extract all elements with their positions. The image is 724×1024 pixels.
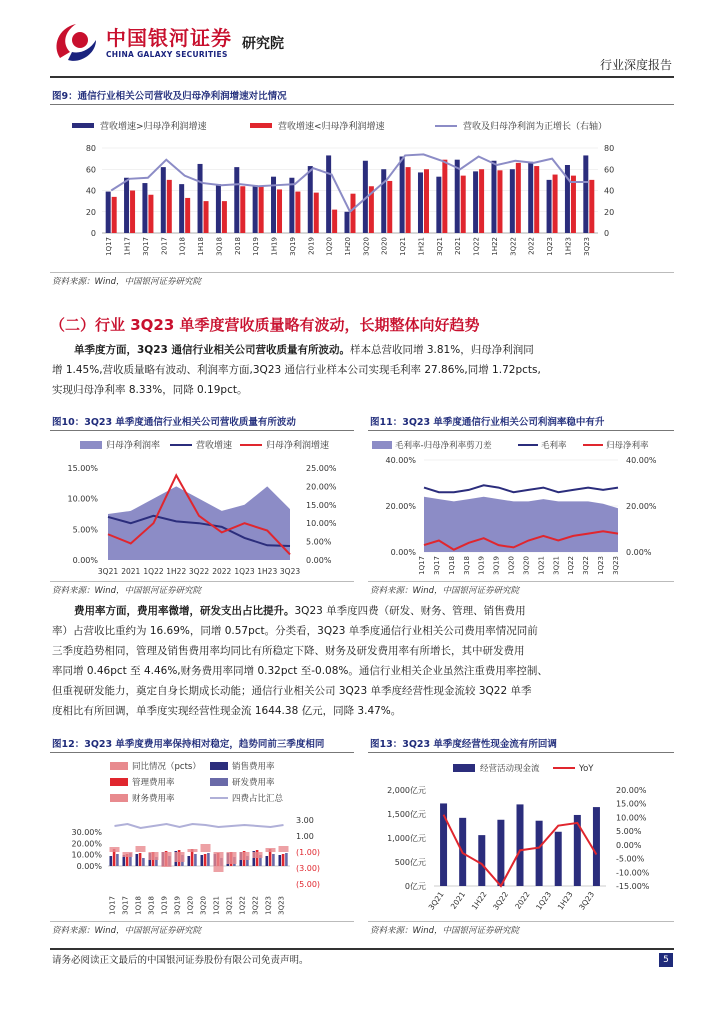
fig9-bar-profit-5 — [204, 201, 209, 233]
fig9-bar-revenue-26 — [583, 155, 588, 233]
fig12-bar-2-1 — [139, 853, 142, 866]
fig12-legend-label-6: 四费占比汇总 — [232, 794, 284, 804]
fig9-plot-area — [86, 144, 614, 256]
fig12-y-tick-3: 30.00% — [71, 828, 102, 837]
fig9-xlabel-17: 1H21 — [417, 237, 426, 256]
fig11-plot-area — [385, 456, 656, 575]
fig9-bar-revenue-8 — [253, 185, 258, 233]
fig10-xlabel-1: 2021 — [121, 567, 141, 576]
fig9-xlabel-6: 3Q18 — [215, 237, 224, 256]
fig9-bar-profit-12 — [332, 210, 337, 233]
fig12-xlabel-2: 1Q18 — [134, 896, 143, 915]
header-rule — [50, 76, 674, 78]
fig9-xlabel-14: 3Q20 — [362, 237, 371, 256]
fig11-y2-tick-2: 40.00% — [626, 456, 657, 465]
fig12-yoy-bar-5 — [175, 852, 185, 862]
fig9-y-tick-4: 80 — [85, 144, 96, 153]
fig9-bar-revenue-24 — [547, 180, 552, 233]
fig9-bar-revenue-21 — [491, 161, 496, 233]
fig11-legend-swatch-1 — [372, 441, 392, 449]
fig12-source: 资料来源：Wind，中国银河证券研究院 — [52, 926, 202, 936]
fig9-bar-revenue-3 — [161, 167, 166, 233]
fig12-bar-0-0 — [110, 856, 113, 866]
fig10-chart — [50, 432, 354, 580]
fig9-chart — [50, 106, 674, 272]
fig9-rule-bottom — [50, 272, 674, 273]
fig11-xlabel-8: 1Q21 — [537, 556, 546, 575]
fig9-bar-profit-26 — [589, 180, 594, 233]
fig9-y2-tick-4: 80 — [604, 144, 615, 153]
fig12-legend-label-5: 财务费用率 — [132, 794, 175, 804]
fig13-y-tick-2: 1,000亿元 — [387, 834, 426, 843]
fig11-xlabel-0: 1Q17 — [418, 556, 426, 575]
fig12-legend-swatch-4 — [210, 778, 228, 786]
fig13-chart — [368, 754, 674, 920]
fig9-xlabel-18: 3Q21 — [435, 237, 444, 256]
fig10-xlabel-3: 1H22 — [166, 567, 187, 576]
fig12-chart — [50, 754, 354, 920]
fig12-title: 图12：3Q23 单季度费用率保持相对稳定，趋势同前三季度相同 — [52, 739, 325, 750]
fig9-legend — [72, 120, 607, 132]
fig9-bar-revenue-4 — [179, 184, 184, 233]
fig13-legend-swatch-1 — [453, 764, 475, 772]
fig13-y2-tick-7: 20.00% — [616, 786, 647, 795]
fig9-xlabel-4: 1Q18 — [178, 237, 187, 256]
fig9-bar-profit-15 — [387, 181, 392, 233]
fig9-y-tick-1: 20 — [85, 207, 96, 217]
fig9-bar-profit-23 — [534, 166, 539, 233]
fig9-bar-profit-8 — [259, 186, 264, 233]
fig9-xlabel-16: 1Q21 — [399, 237, 408, 256]
fig9-xlabel-12: 1Q20 — [325, 237, 334, 256]
fig12-legend-swatch-2 — [210, 762, 228, 770]
fig12-bar-2-2 — [142, 858, 145, 866]
fig9-xlabel-15: 2020 — [380, 237, 389, 255]
fig9-xlabel-24: 1Q23 — [546, 237, 555, 256]
fig13-xlabel-3: 3Q22 — [491, 889, 511, 912]
fig9-bar-revenue-7 — [234, 167, 239, 233]
fig12-xlabel-6: 1Q20 — [186, 896, 195, 915]
fig12-xlabel-13: 3Q23 — [277, 896, 286, 915]
fig9-legend-swatch-1 — [72, 123, 94, 128]
fig9-bar-revenue-0 — [106, 192, 111, 233]
fig12-xlabel-11: 3Q22 — [251, 896, 260, 915]
fig12-y2-tick-4: 3.00 — [296, 816, 314, 825]
fig11-xlabel-9: 3Q21 — [552, 556, 561, 575]
fig11-y-tick-1: 20.00% — [385, 502, 416, 511]
fig11-xlabel-5: 3Q19 — [492, 556, 501, 575]
fig9-xlabel-0: 1Q17 — [105, 237, 114, 256]
fig9-y-tick-0: 0 — [90, 229, 96, 238]
fig12-legend-label-3: 管理费用率 — [132, 778, 175, 788]
fig9-bar-revenue-17 — [418, 172, 423, 233]
fig13-xlabel-1: 2021 — [448, 889, 468, 911]
fig13-xlabel-2: 1H22 — [469, 889, 489, 912]
fig9-legend-label-2: 营收增速<归母净利润增速 — [278, 122, 385, 132]
fig9-xlabel-9: 1H19 — [270, 237, 279, 256]
paragraph-1-line-3: 实现归母净利率 8.33%，同降 0.19pct。 — [52, 384, 248, 396]
fig13-y2-tick-5: 10.00% — [616, 813, 647, 823]
fig10-xlabel-0: 3Q21 — [97, 567, 119, 576]
fig13-source: 资料来源：Wind，中国银河证券研究院 — [370, 926, 520, 936]
fig9-xlabel-26: 3Q23 — [582, 237, 591, 256]
fig11-xlabel-7: 3Q20 — [522, 556, 531, 575]
fig9-xlabel-19: 2021 — [454, 237, 463, 255]
paragraph-1-lead: 单季度方面，3Q23 通信行业相关公司营收质量有所波动。 — [74, 344, 350, 356]
fig9-bar-profit-22 — [516, 163, 521, 233]
fig11-line-gross-margin — [424, 485, 618, 492]
fig12-xlabel-4: 1Q19 — [160, 896, 169, 915]
fig10-rule-bottom — [50, 581, 354, 582]
fig12-yoy-bar-11 — [253, 852, 263, 858]
fig9-bar-profit-1 — [130, 191, 135, 234]
paragraph-2-line-1 — [74, 601, 526, 622]
fig13-xlabel-7: 3Q23 — [577, 889, 597, 912]
fig12-bar-6-0 — [188, 856, 191, 866]
fig11-xlabel-10: 1Q22 — [567, 556, 576, 575]
footer-disclaimer: 请务必阅读正文最后的中国银河证券股份有限公司免责声明。 — [52, 955, 309, 966]
fig9-legend-label-3: 营收及归母净利润为正增长（右轴） — [463, 122, 608, 132]
fig11-title: 图11：3Q23 单季度通信行业相关公司利润率稳中有升 — [370, 417, 605, 428]
brand-name-en: CHINA GALAXY SECURITIES — [106, 50, 228, 59]
fig13-bar-cashflow-3 — [497, 820, 504, 886]
footer-rule — [50, 948, 674, 950]
fig11-rule-bottom — [368, 581, 674, 582]
fig12-legend-label-2: 销售费用率 — [232, 762, 275, 772]
fig13-y2-tick-4: 5.00% — [616, 827, 642, 837]
fig12-yoy-bar-0 — [110, 847, 120, 852]
fig9-rule-top — [50, 104, 674, 105]
fig9-xlabel-1: 1H17 — [123, 237, 132, 256]
fig11-y-tick-2: 40.00% — [385, 456, 416, 465]
fig12-yoy-bar-7 — [201, 844, 211, 852]
fig11-xlabel-4: 1Q19 — [477, 556, 486, 575]
fig9-bar-revenue-23 — [528, 162, 533, 233]
fig10-y-tick-3: 15.00% — [67, 464, 98, 473]
fig9-bar-profit-17 — [424, 169, 429, 233]
fig9-xlabel-22: 3Q22 — [509, 237, 518, 256]
paragraph-2-line-6: 度相比有所回调，单季度实现经营性现金流 1644.38 亿元，同降 3.47%。 — [52, 705, 402, 717]
paragraph-2-line-2: 率）占营收比重约为 16.69%，同增 0.57pct。分类看，3Q23 单季度通信行业相关公司费用率情况同前 — [52, 625, 538, 637]
fig9-bar-profit-19 — [461, 176, 466, 233]
fig13-y2-tick-6: 15.00% — [616, 799, 647, 809]
fig9-bar-profit-10 — [295, 192, 300, 233]
fig13-xlabel-5: 1Q23 — [534, 889, 554, 912]
fig12-bar-7-1 — [204, 854, 207, 866]
fig12-bar-0-2 — [116, 854, 119, 866]
fig11-xlabel-2: 1Q18 — [447, 556, 456, 575]
fig11-legend-label-2: 毛利率 — [541, 441, 567, 451]
fig10-xlabel-7: 1H23 — [257, 567, 278, 576]
brand-name: 中国银河证券 — [106, 26, 232, 50]
fig10-title: 图10：3Q23 单季度通信行业相关公司营收质量有所波动 — [52, 417, 296, 428]
fig9-bar-profit-25 — [571, 176, 576, 233]
fig11-xlabel-1: 3Q17 — [432, 556, 441, 575]
fig13-xlabel-4: 2022 — [513, 889, 532, 911]
fig12-yoy-bar-8 — [214, 852, 224, 872]
fig10-xlabel-4: 3Q22 — [188, 567, 210, 576]
fig10-plot-area — [67, 464, 336, 576]
fig12-y2-tick-0: (5.00) — [296, 880, 321, 889]
fig9-legend-label-1: 营收增速>归母净利润增速 — [100, 122, 207, 132]
fig13-legend-label-1: 经营活动现金流 — [480, 764, 540, 774]
fig11-xlabel-12: 1Q23 — [597, 556, 606, 575]
fig10-y-tick-0: 0.00% — [72, 556, 98, 565]
fig9-bar-profit-2 — [148, 195, 153, 233]
fig13-y2-tick-3: 0.00% — [616, 840, 642, 850]
fig10-legend-swatch-1 — [80, 441, 102, 449]
fig11-y-tick-0: 0.00% — [390, 548, 416, 557]
fig13-title: 图13：3Q23 单季度经营性现金流有所回调 — [370, 739, 557, 750]
fig9-xlabel-5: 1H18 — [197, 237, 206, 256]
fig13-y-tick-4: 2,000亿元 — [387, 786, 426, 795]
fig11-legend — [372, 440, 649, 451]
fig10-y2-tick-0: 0.00% — [306, 556, 332, 565]
fig9-xlabel-25: 1H23 — [564, 237, 573, 256]
fig9-bar-profit-7 — [240, 186, 245, 233]
fig9-bar-revenue-19 — [455, 160, 460, 233]
fig9-bar-profit-6 — [222, 201, 227, 233]
fig11-y2-tick-1: 20.00% — [626, 502, 657, 511]
fig9-bar-profit-20 — [479, 169, 484, 233]
fig13-xlabel-0: 3Q21 — [426, 889, 446, 912]
report-type: 行业深度报告 — [599, 58, 672, 72]
paragraph-2-line-4: 率同增 0.46pct 至 4.46%,财务费用率同增 0.32pct 至-0.08%。通信行业相关企业虽然注重费用率控制、 — [52, 665, 548, 677]
fig9-bar-revenue-22 — [510, 169, 515, 233]
fig9-xlabel-10: 3Q19 — [288, 237, 297, 256]
fig9-bar-revenue-10 — [289, 178, 294, 233]
fig9-bar-profit-3 — [167, 180, 172, 233]
fig11-xlabel-13: 3Q23 — [612, 556, 620, 575]
fig9-source: 资料来源：Wind，中国银河证券研究院 — [52, 277, 202, 287]
fig12-line-total-expense — [115, 824, 284, 828]
fig10-y2-tick-4: 20.00% — [306, 482, 337, 492]
section-title: （二）行业 3Q23 单季度营收质量略有波动，长期整体向好趋势 — [50, 316, 480, 334]
fig9-bar-revenue-16 — [400, 157, 405, 234]
fig13-y-tick-0: 0亿元 — [404, 882, 426, 891]
fig12-xlabel-9: 3Q21 — [225, 896, 234, 915]
fig9-bar-revenue-15 — [381, 169, 386, 233]
fig12-yoy-bar-1 — [123, 852, 133, 857]
fig9-xlabel-21: 1H22 — [490, 237, 499, 256]
fig12-xlabel-7: 3Q20 — [199, 896, 208, 915]
fig12-bar-12-2 — [272, 854, 275, 866]
fig12-yoy-bar-4 — [162, 852, 172, 867]
fig12-rule-top — [50, 752, 354, 753]
paragraph-1-line-2: 增 1.45%,营收质量略有波动、利润率方面,3Q23 通信行业样本公司实现毛利率 27.86%,同增 1.72pcts, — [52, 364, 541, 376]
fig11-chart — [368, 432, 674, 580]
fig12-yoy-bar-3 — [149, 852, 159, 860]
fig9-y2-tick-0: 0 — [604, 229, 610, 238]
paragraph-2-line-3: 三季度趋势相同，管理及销售费用率均同比有所稳定下降、财务及研发费用率有所增长，其中研发费用 — [52, 645, 525, 657]
fig12-bar-7-2 — [207, 853, 210, 866]
fig12-bar-13-0 — [279, 855, 282, 866]
fig9-bar-revenue-20 — [473, 171, 478, 233]
fig13-plot-area — [387, 785, 650, 912]
paragraph-2-line-5: 但重视研发能力，奠定自身长期成长动能；通信行业相关公司 3Q23 单季度经营性现金流较 3Q22 单季 — [52, 685, 532, 697]
fig10-y2-tick-3: 15.00% — [306, 500, 337, 510]
fig11-xlabel-11: 3Q22 — [582, 556, 591, 575]
fig12-y-tick-2: 20.00% — [71, 839, 102, 849]
fig10-y-tick-2: 10.00% — [67, 494, 98, 504]
fig13-bar-cashflow-5 — [536, 821, 543, 886]
fig9-bar-profit-18 — [442, 160, 447, 233]
fig13-rule-top — [368, 752, 674, 753]
fig12-bar-2-0 — [136, 854, 139, 866]
fig12-y-tick-1: 10.00% — [71, 850, 102, 860]
fig9-y2-tick-3: 60 — [604, 165, 615, 175]
fig11-legend-label-3: 归母净利率 — [606, 441, 649, 451]
fig13-y2-tick-2: -5.00% — [616, 854, 645, 864]
fig9-xlabel-11: 2019 — [307, 237, 316, 255]
fig9-bar-profit-11 — [314, 193, 319, 233]
paragraph-1-line-1-rest: 样本总营收同增 3.81%，归母净利润同 — [350, 344, 534, 356]
fig10-legend-label-3: 归母净利润增速 — [266, 441, 330, 451]
fig11-xlabel-3: 3Q18 — [462, 556, 471, 575]
fig10-legend-label-1: 归母净利润率 — [106, 441, 161, 451]
fig9-bar-profit-21 — [497, 170, 502, 233]
fig10-source: 资料来源：Wind，中国银河证券研究院 — [52, 586, 202, 596]
fig9-y-tick-3: 60 — [85, 165, 96, 175]
fig10-xlabel-6: 1Q23 — [234, 567, 255, 576]
fig9-bar-revenue-5 — [198, 164, 203, 233]
fig12-xlabel-1: 3Q17 — [121, 896, 130, 915]
fig11-xlabel-6: 1Q20 — [507, 556, 516, 575]
fig13-rule-bottom — [368, 921, 674, 922]
fig13-bar-cashflow-6 — [555, 832, 562, 886]
fig12-xlabel-12: 1Q23 — [264, 896, 273, 915]
fig9-xlabel-23: 2022 — [527, 237, 536, 255]
fig10-legend-label-2: 营收增速 — [196, 441, 233, 451]
paragraph-2-line-1-rest: 3Q23 单季度四费（研发、财务、管理、销售费用 — [294, 605, 526, 617]
fig9-bar-revenue-1 — [124, 178, 129, 233]
fig10-y2-tick-2: 10.00% — [306, 519, 337, 529]
paragraph-1-line-1 — [74, 340, 534, 361]
fig12-yoy-bar-13 — [279, 846, 289, 852]
fig12-xlabel-5: 3Q19 — [173, 896, 182, 915]
fig9-y2-tick-1: 20 — [604, 207, 615, 217]
fig10-y2-tick-5: 25.00% — [306, 464, 337, 473]
fig13-xlabel-6: 1H23 — [555, 889, 575, 912]
fig9-bar-profit-0 — [112, 197, 117, 233]
fig12-rule-bottom — [50, 921, 354, 922]
fig11-rule-top — [368, 430, 674, 431]
fig12-bar-12-0 — [266, 856, 269, 866]
fig9-y2-tick-2: 40 — [604, 186, 615, 196]
fig10-y2-tick-1: 5.00% — [306, 537, 332, 547]
fig11-legend-label-1: 毛利率-归母净利率剪刀差 — [395, 441, 492, 451]
fig12-yoy-bar-12 — [266, 848, 276, 852]
fig9-bar-revenue-2 — [142, 183, 147, 233]
fig12-y2-tick-1: (3.00) — [296, 864, 321, 873]
fig12-yoy-bar-10 — [240, 852, 250, 860]
fig12-bar-13-1 — [282, 854, 285, 866]
page-number: 5 — [659, 953, 673, 967]
fig9-bar-profit-16 — [406, 167, 411, 233]
fig13-y-tick-3: 1,500亿元 — [387, 810, 426, 819]
galaxy-logo-icon — [50, 18, 102, 66]
fig12-y2-tick-2: (1.00) — [296, 848, 321, 857]
fig13-legend — [453, 763, 594, 774]
fig12-legend-label-1: 同比情况（pcts） — [132, 762, 201, 772]
fig12-yoy-bar-2 — [136, 846, 146, 852]
fig12-legend-label-4: 研发费用率 — [232, 778, 275, 788]
fig9-xlabel-2: 3Q17 — [141, 237, 150, 256]
fig9-bar-revenue-6 — [216, 184, 221, 233]
fig12-xlabel-3: 3Q18 — [147, 896, 156, 915]
fig12-yoy-bar-6 — [188, 849, 198, 852]
fig10-rule-top — [50, 430, 354, 431]
fig10-legend — [80, 439, 329, 451]
fig13-y2-tick-1: -10.00% — [616, 868, 650, 878]
fig12-yoy-bar-9 — [227, 852, 237, 864]
fig12-y-tick-0: 0.00% — [76, 862, 102, 871]
fig9-bar-revenue-11 — [308, 166, 313, 233]
fig12-legend — [110, 761, 284, 804]
fig12-y2-tick-3: 1.00 — [296, 832, 314, 841]
fig9-xlabel-20: 1Q22 — [472, 237, 481, 256]
fig13-y-tick-1: 500亿元 — [394, 858, 426, 867]
fig13-bar-cashflow-4 — [517, 804, 524, 886]
fig9-y-tick-2: 40 — [85, 186, 96, 196]
fig12-bar-6-2 — [194, 854, 197, 866]
fig12-xlabel-0: 1Q17 — [108, 896, 117, 915]
fig10-y-tick-1: 5.00% — [72, 525, 98, 535]
fig13-y2-tick-0: -15.00% — [616, 882, 650, 891]
fig9-bar-profit-24 — [553, 175, 558, 233]
fig12-bar-7-0 — [201, 855, 204, 866]
fig11-y2-tick-0: 0.00% — [626, 548, 652, 557]
fig10-xlabel-2: 1Q22 — [143, 567, 164, 576]
institute-name: 研究院 — [242, 36, 284, 52]
fig13-legend-label-2: YoY — [579, 764, 594, 774]
fig9-bar-revenue-18 — [436, 177, 441, 233]
fig12-legend-swatch-1 — [110, 762, 128, 770]
fig9-bar-profit-9 — [277, 189, 282, 233]
fig12-legend-swatch-5 — [110, 794, 128, 802]
fig9-bar-profit-4 — [185, 198, 190, 233]
fig9-bar-profit-13 — [351, 194, 356, 233]
fig12-bar-13-2 — [285, 853, 288, 866]
fig10-xlabel-8: 3Q23 — [279, 567, 301, 576]
fig10-xlabel-5: 2022 — [212, 567, 232, 576]
fig12-xlabel-8: 1Q21 — [212, 896, 221, 915]
fig9-xlabel-3: 2017 — [160, 237, 169, 255]
fig9-legend-swatch-2 — [250, 123, 272, 128]
fig13-bar-cashflow-2 — [478, 835, 485, 886]
fig9-bar-revenue-12 — [326, 155, 331, 233]
fig12-xlabel-10: 1Q22 — [238, 896, 247, 915]
fig9-title: 图9：通信行业相关公司营收及归母净利润增速对比情况 — [52, 91, 287, 102]
fig9-bar-revenue-13 — [345, 212, 350, 233]
fig12-legend-swatch-3 — [110, 778, 128, 786]
fig9-xlabel-13: 1H20 — [344, 237, 352, 256]
fig12-plot-area — [71, 816, 320, 915]
fig9-xlabel-8: 1Q19 — [252, 237, 261, 256]
fig13-bar-cashflow-8 — [593, 807, 600, 886]
paragraph-2-lead: 费用率方面，费用率微增，研发支出占比提升。 — [74, 605, 295, 617]
fig9-xlabel-7: 2018 — [233, 237, 242, 255]
fig11-source: 资料来源：Wind，中国银河证券研究院 — [370, 586, 520, 596]
